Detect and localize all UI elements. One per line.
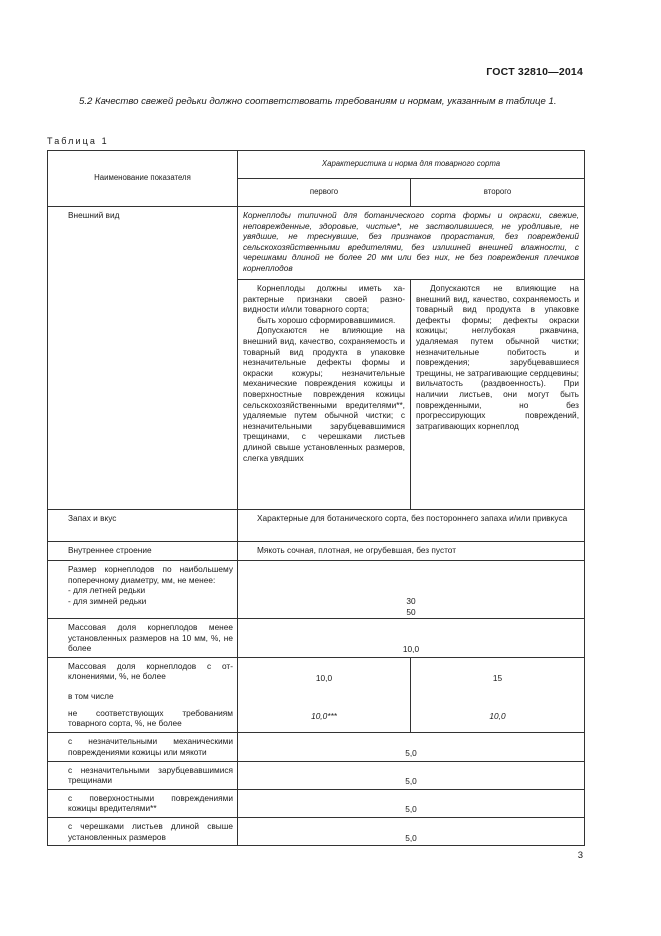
appearance-first-p2: быть хорошо сформировавшимися.: [257, 314, 396, 325]
page-number: 3: [577, 850, 583, 861]
document-number: ГОСТ 32810—2014: [486, 66, 583, 78]
row-undersize-value: 10,0: [238, 619, 585, 658]
size-summer-value: 30: [406, 596, 416, 606]
row-inner-value: Мякоть сочная, плотная, не огрубевшая, без пустот: [238, 542, 585, 561]
row-nonconforming-first: 10,0***: [238, 705, 411, 733]
row-including-first: [238, 685, 411, 705]
row-deviation-first: 10,0: [238, 657, 411, 685]
row-appearance-first: [238, 280, 411, 510]
header-first-grade: первого: [238, 179, 411, 207]
row-size-name: [48, 561, 238, 619]
row-smell-name: Запах и вкус: [48, 510, 238, 542]
header-indicator-name: Наименование показателя: [48, 151, 238, 207]
row-deviation-second: 15: [411, 657, 585, 685]
quality-table: [47, 150, 585, 846]
appearance-first-p1: Корнеплоды должны иметь характерные признаки своей разновидности и/или товарного сорта;: [243, 283, 405, 315]
row-appearance-second: [411, 280, 585, 510]
row-stalks-name: с черешками листьев длиной свыше установленных размеров: [48, 817, 238, 845]
size-label: Размер корнеплодов по наибольшему поперечному диаметру, мм, не менее:: [68, 564, 233, 585]
row-appearance-name: Внешний вид: [48, 207, 238, 510]
row-mechanical-value: 5,0: [238, 733, 585, 761]
row-appearance-common: Корнеплоды типичной для ботанического сорта формы и окраски, свежие, неповрежденные, здоровые, чистые*, не застволившиеся, не уродливые, не увядшие, не треснувшие, без признаков прорастания, без повреждений сельскохозяйственными вредителями, без излишней внешней влажности, с черешками длиной не более 20 мм или без них, не без повреждения плечиков корнеплодов: [238, 207, 585, 280]
row-smell-value: Характерные для ботанического сорта, без постороннего запаха и/или привкуса: [238, 510, 585, 542]
row-mechanical-name: с незначительными механическими повреждениями кожицы или мякоти: [48, 733, 238, 761]
row-inner-name: Внутреннее строение: [48, 542, 238, 561]
row-including-label: в том числе: [48, 685, 238, 705]
row-pests-name: с поверхностными повреждениями кожицы вредителями**: [48, 789, 238, 817]
row-nonconforming-second: 10,0: [411, 705, 585, 733]
row-including-second: [411, 685, 585, 705]
row-cracks-name: с незначительными зарубцевавшимися трещинами: [48, 761, 238, 789]
row-cracks-value: 5,0: [238, 761, 585, 789]
size-summer-label: - для летней редьки: [68, 585, 146, 596]
size-winter-label: - для зимней редьки: [68, 595, 147, 606]
table-label: Таблица 1: [47, 136, 109, 146]
nonconforming-text: не соответствующих требованиям товарного сорта, %, не более: [68, 707, 233, 729]
row-size-values: [238, 561, 585, 619]
size-winter-value: 50: [406, 606, 416, 617]
row-nonconforming-name: [48, 705, 238, 733]
appearance-first-p3: Допускаются не влияющие на внешний вид, качество, сохраняемость и товарный вид продукта в упаковке незначительные дефекты формы и окраски кожуры; незначительные механические повреждения кожицы и поверхностные повреждения кожицы сельскохозяйственными вредителями**, удаляемые путем обычной чистки; с незначительными зарубцевавшимися трещинами, с черешками листьев длиной свыше установленных размеров, слегка увядших: [243, 325, 405, 463]
row-pests-value: 5,0: [238, 789, 585, 817]
appearance-second-p1: Допускаются не влияющие на внешний вид, качество, сохраняемость и товарный вид продукта в упаковке дефекты формы; дефекты окраски кожицы; неглубокая ржавчина, удаляемая путем обычной чистки; незначительные побитость и повреждения; зарубцевавшиеся трещины, не затрагивающие сердцевины; вильчатость (раздвоенность). При наличии листьев, они могут быть поврежденными, но без прогрессирующих повреждений, затрагивающих корнеплод: [416, 283, 579, 431]
row-deviation-name: Массовая доля корнеплодов с отклонениями, %, не более: [48, 657, 238, 685]
row-undersize-name: Массовая доля корнеплодов менее установленных размеров на 10 мм, %, не более: [48, 619, 238, 658]
row-stalks-value: 5,0: [238, 817, 585, 845]
header-second-grade: второго: [411, 179, 585, 207]
header-grade-group: Характеристика и норма для товарного сорта: [238, 151, 585, 179]
intro-paragraph: 5.2 Качество свежей редьки должно соответствовать требованиям и нормам, указанным в таблице 1.: [79, 96, 557, 107]
